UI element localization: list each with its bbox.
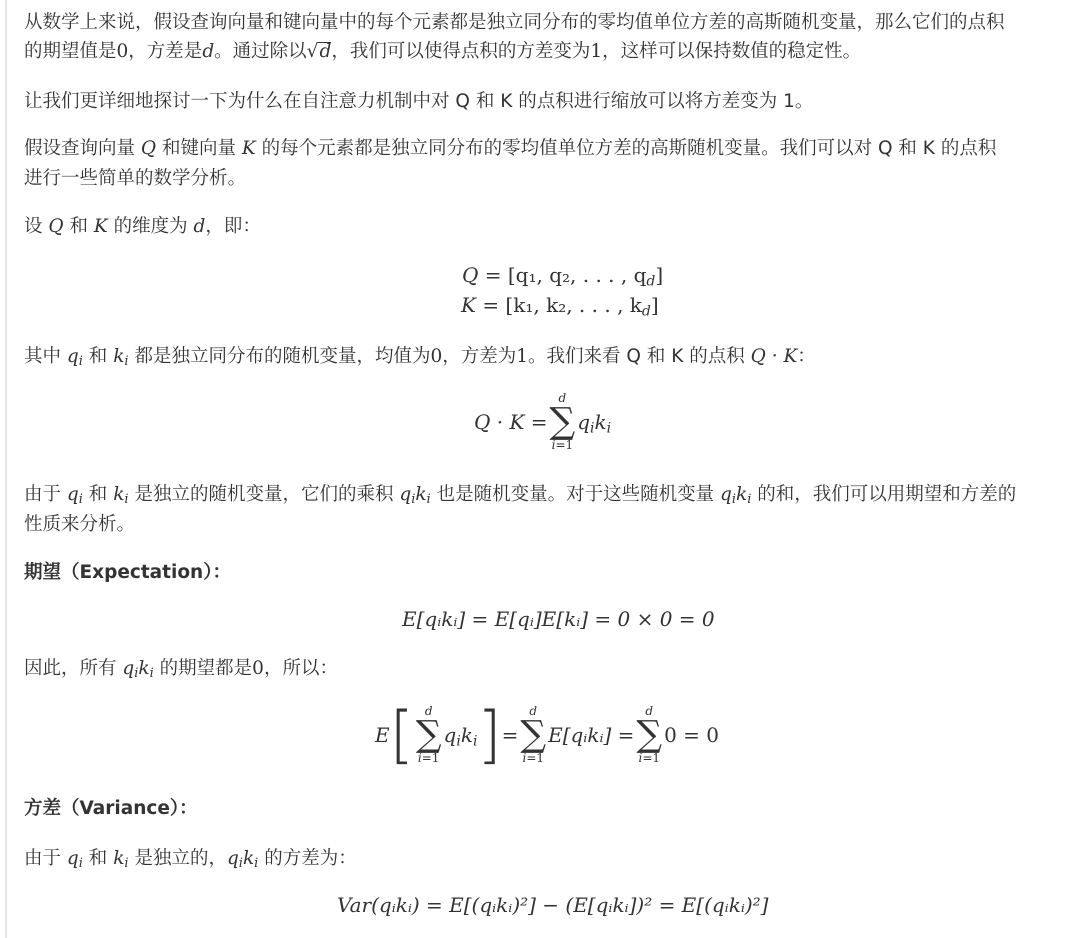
text: 都是独立同分布的随机变量，均值为 [134,346,431,367]
text: 的期望值是 [24,41,117,62]
summation: d ∑ i=1 [549,391,576,452]
text: ，我们可以使得点积的方差变为 [331,41,591,62]
text: 性质来分析。 [24,514,136,535]
text: 和 [69,216,88,237]
equation-variance: Var(qᵢkᵢ) = E[(qᵢkᵢ)²] − (E[qᵢkᵢ])² = E[(qᵢkᵢ)²] [337,893,769,917]
text: 由于 [24,484,62,505]
text: 即： [223,216,261,237]
text: 和 [88,346,108,367]
paragraph-8: 由于 $q_i$ 和 $k_i$ 是独立的，$q_ik_i$ 的方差为： [24,848,357,872]
math-ki: $k_i$ [113,346,129,370]
text: 设 [24,216,43,237]
sqrt-d: √d [306,41,332,62]
math: 1 [590,41,603,62]
text: 从数学上来说，假设查询向量和键向量中的每个元素都是独立同分布的零均值单位方差的高斯随机变量，那么它们的点积 [24,12,1005,33]
text: 。通过除以 [214,41,307,62]
paragraph-1-line-2 [24,41,861,63]
text: ，方差是 [128,41,203,62]
paragraph-1-line-1 [24,12,1005,34]
text: ，方差为 [442,346,517,367]
text: 其中 [24,346,62,367]
paragraph-3-line-2 [24,168,246,190]
paragraph-6-line-1: 由于 $q_i$ 和 $k_i$ 是独立的随机变量，它们的乘积 $q_ik_i$ 也是随机变量。对于这些随机变量 $q_ik_i$ 的和，我们可以用期望和方差的 [24,484,1017,508]
paragraph-3-line-1 [24,138,996,160]
math: 0 [116,41,129,62]
text: 让我们更详细地探讨一下为什么在自注意力机制中对 Q 和 K 的点积进行缩放可以将方差变为 1。 [24,91,814,112]
equation-Q-vector: Q = [q₁, q₂, . . . , $q_d$] [462,263,664,290]
equation-expectation: E[qᵢkᵢ] = E[qᵢ]E[kᵢ] = 0 × 0 = 0 [402,607,715,631]
equation-sum-expectation: E [ d ∑ i=1 $q_ik_i$ ] = d ∑ i=1 E[qᵢkᵢ] = d ∑ i=1 0 = 0 [375,698,720,771]
paragraph-4: 设 Q 和 K 的维度为 d，即： [24,216,261,237]
heading-expectation: 期望（Expectation）： [24,562,231,583]
left-border [5,0,7,938]
text: ，这样可以保持数值的稳定性。 [602,41,862,62]
math-Q: Q [140,138,157,159]
text: 的维度为 [113,216,188,237]
math-qi: $q_i$ [66,346,83,370]
text: 进行一些简单的数学分析。 [24,168,247,189]
math-QK: Q · K [750,346,798,367]
math-d: d [202,41,215,62]
text: 。我们来看 Q 和 K 的点积 [528,346,745,367]
paragraph-2 [24,91,813,113]
equation-dot-product: Q · K = d ∑ i=1 $q_ik_i$ [474,391,612,452]
math-K: K [93,216,108,237]
math-Q: Q [48,216,64,237]
text: 和键向量 [161,138,236,159]
paragraph-7: 因此，所有 $q_ik_i$ 的期望都是0，所以： [24,658,338,682]
text: 的每个元素都是独立同分布的零均值单位方差的高斯随机变量。我们可以对 Q 和 K 的点积 [261,138,997,159]
math-K: K [241,138,256,159]
paragraph-6-line-2 [24,514,135,536]
text: 假设查询向量 [24,138,136,159]
heading-variance: 方差（Variance）： [24,798,198,819]
math-d: d [193,216,206,237]
equation-K-vector: K = [k₁, k₂, . . . , $k_d$] [461,293,659,320]
paragraph-5: 其中 $q_i$ 和 $k_i$ 都是独立同分布的随机变量，均值为0，方差为1。我们来看 Q 和 K 的点积 Q · K： [24,346,816,370]
